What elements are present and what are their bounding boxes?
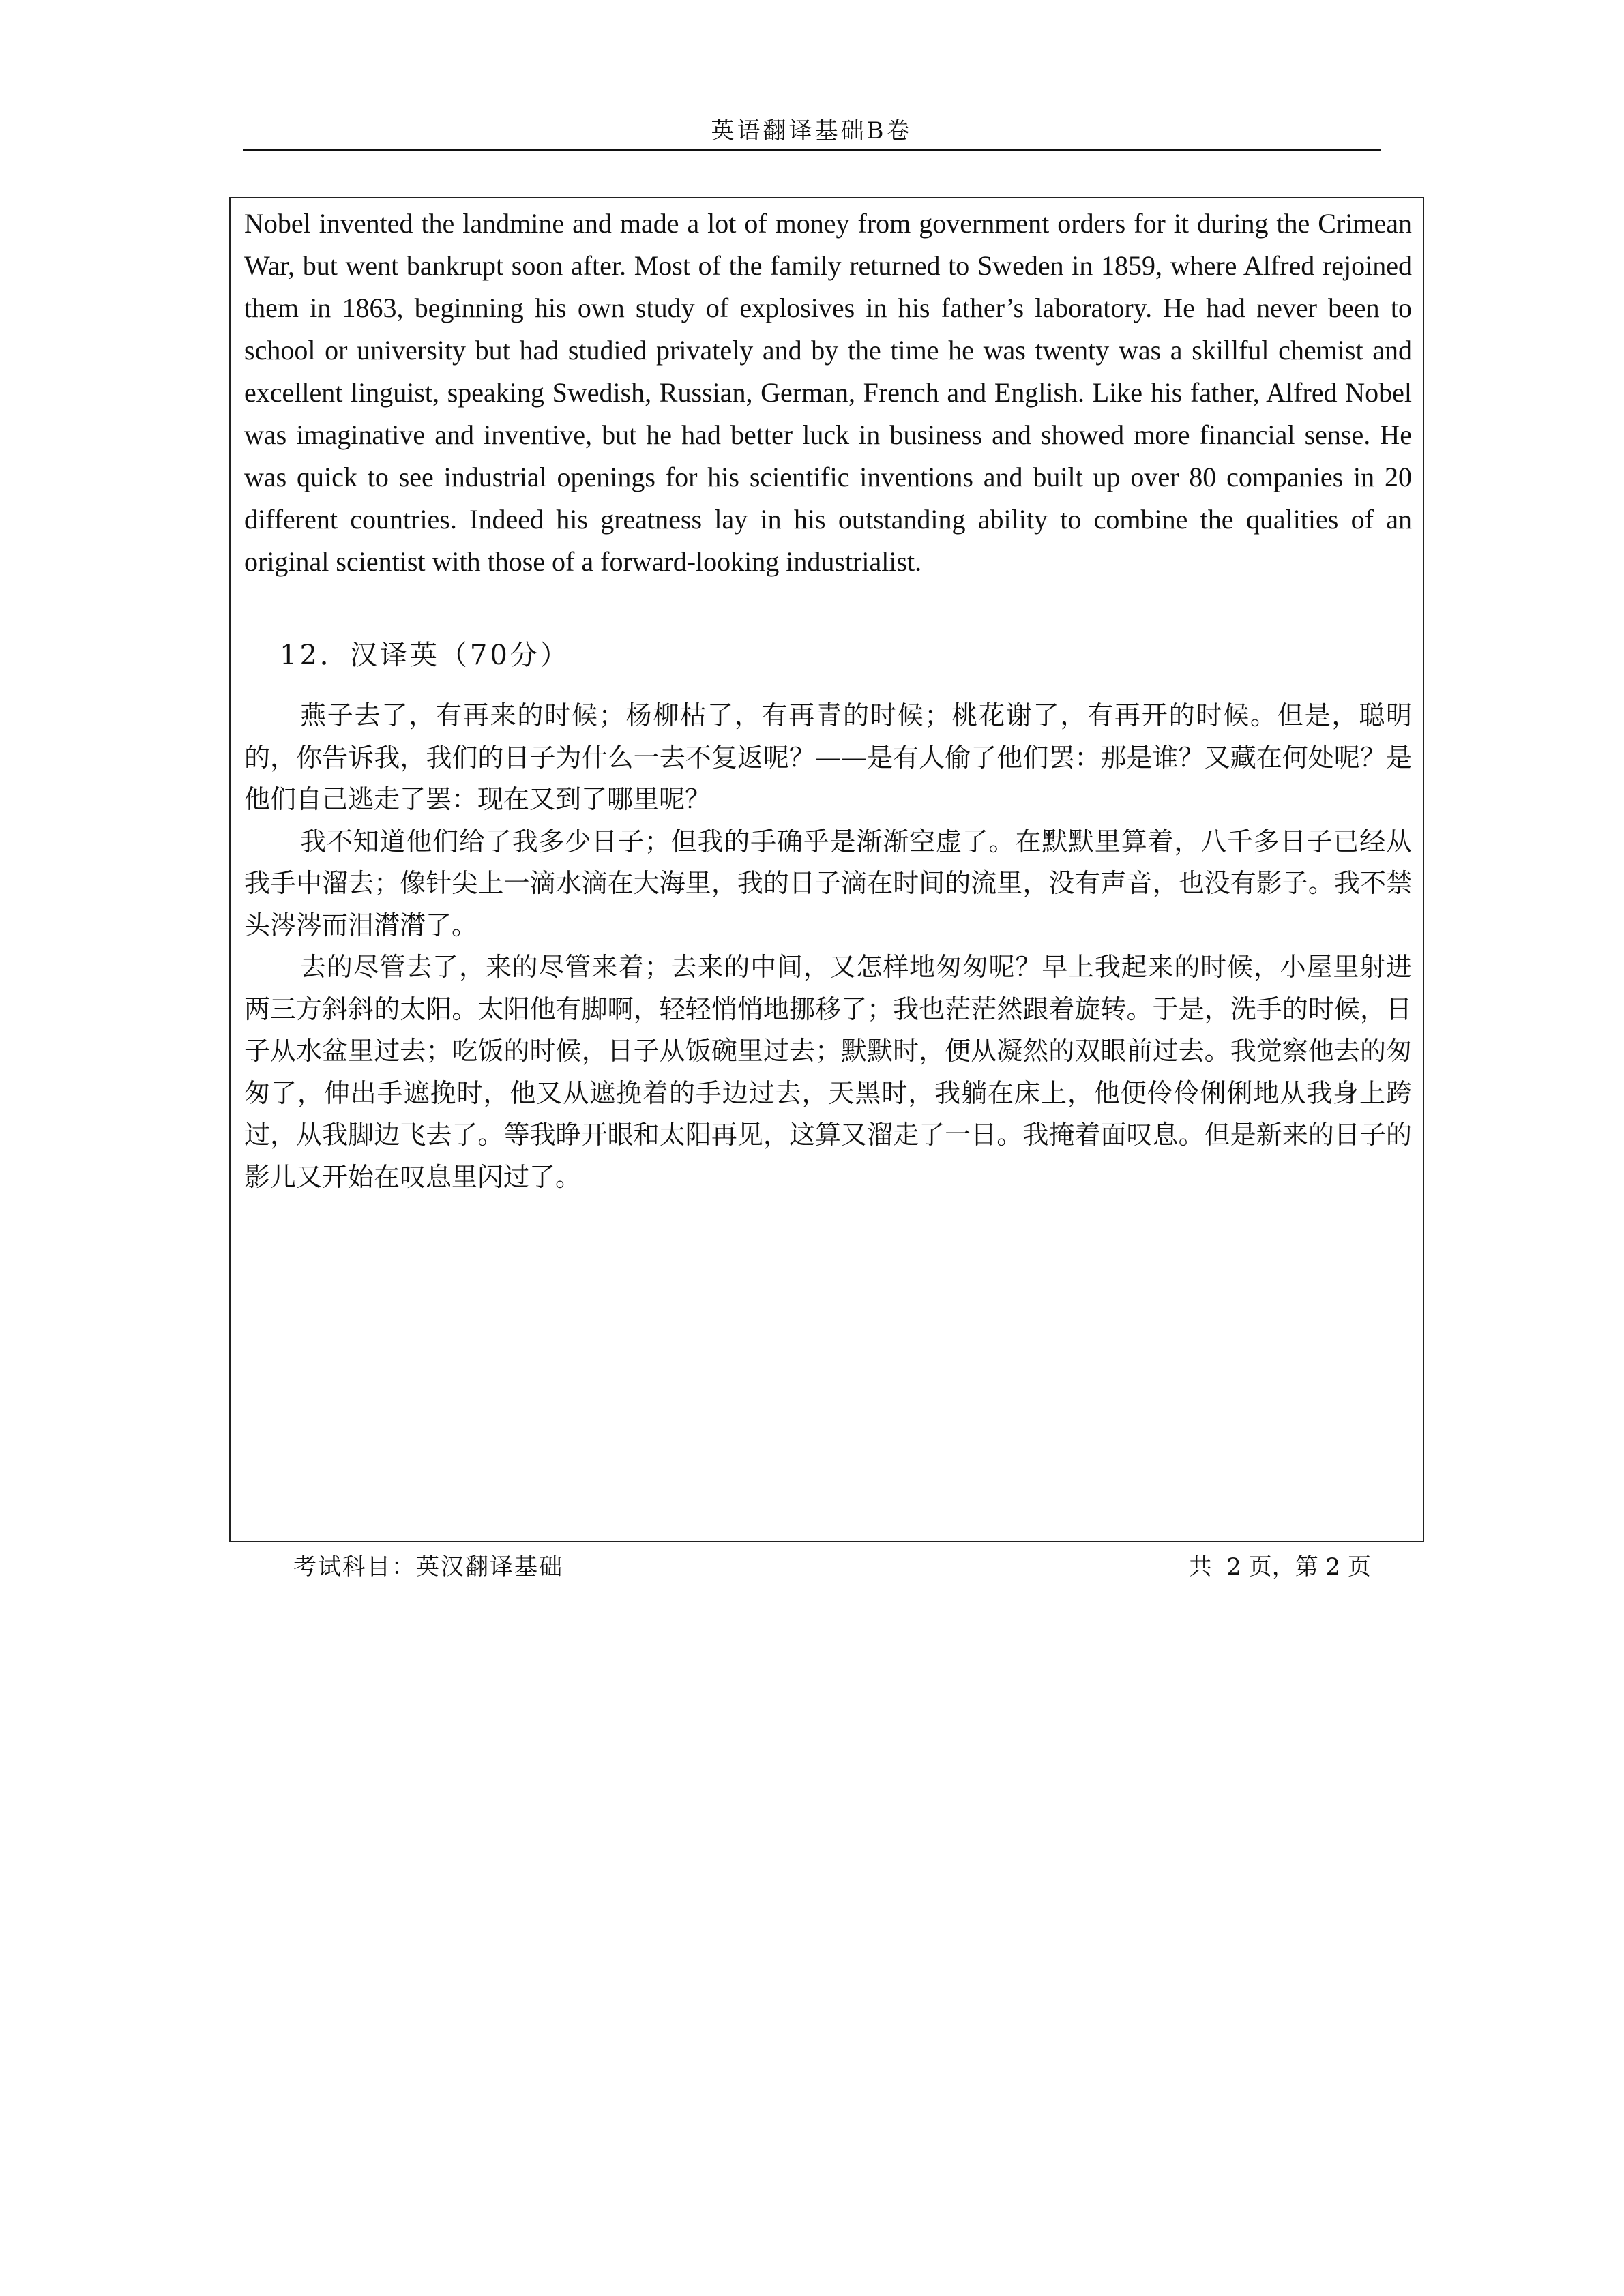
chinese-passage [244,695,1412,1198]
section-heading-chinese-to-english: 12．汉译英（70分） [280,640,570,671]
header-divider [243,149,1381,151]
exam-subject: 考试科目：英汉翻译基础 [293,1553,563,1581]
page-footer [293,1548,1371,1586]
page-header-title: 英语翻译基础B卷 [711,117,913,145]
chinese-paragraph-3: 去的尽管去了，来的尽管来着；去来的中间，又怎样地匆匆呢？早上我起来的时候，小屋里射进两三方斜斜的太阳。太阳他有脚啊，轻轻悄悄地挪移了；我也茫茫然跟着旋转。于是，洗手的时候，日子从水盆里过去；吃饭的时候，日子从饭碗里过去；默默时，便从凝然的双眼前过去。我觉察他去的匆匆了，伸出手遮挽时，他又从遮挽着的手边过去，天黑时，我躺在床上，他便伶伶俐俐地从我身上跨过，从我脚边飞去了。等我睁开眼和太阳再见，这算又溜走了一日。我掩着面叹息。但是新来的日子的影儿又开始在叹息里闪过了。 [244,952,1412,1192]
page-number: 共 2 页，第 2 页 [1188,1553,1371,1581]
chinese-paragraph-1: 燕子去了，有再来的时候；杨柳枯了，有再青的时候；桃花谢了，有再开的时候。但是，聪明的，你告诉我，我们的日子为什么一去不复返呢？——是有人偷了他们罢：那是谁？又藏在何处呢？是他们自己逃走了罢：现在又到了哪里呢？ [244,700,1412,814]
exam-content-box [229,197,1424,1542]
chinese-paragraph-2: 我不知道他们给了我多少日子；但我的手确乎是渐渐空虚了。在默默里算着，八千多日子已经从我手中溜去；像针尖上一滴水滴在大海里，我的日子滴在时间的流里，没有声音，也没有影子。我不禁头涔涔而泪潸潸了。 [244,826,1412,940]
english-passage: Nobel invented the landmine and made a lot of money from government orders for it during the Crimean War, but went bankrupt soon after. Most of the family returned to Sweden in 1859, where Alfred rejoined them in 1863, beginning his own study of explosives in his father’s laboratory. He had never been to school or university but had studied privately and by the time he was twenty was a skillful chemist and excellent linguist, speaking Swedish, Russian, German, French and English. Like his father, Alfred Nobel was imaginative and inventive, but he had better luck in business and showed more financial sense. He was quick to see industrial openings for his scientific inventions and built up over 80 companies in 20 different countries. Indeed his greatness lay in his outstanding ability to combine the qualities of an original scientist with those of a forward-looking industrialist. [244,208,1412,577]
